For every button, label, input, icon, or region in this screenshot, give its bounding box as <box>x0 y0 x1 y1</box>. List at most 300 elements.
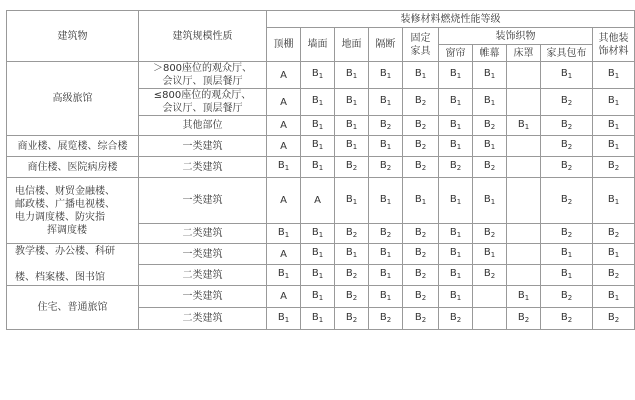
grade-letter: B <box>607 68 615 79</box>
grade-cell <box>369 136 403 157</box>
grade-letter: B <box>414 95 422 106</box>
grade-letter: B <box>449 160 457 171</box>
grade-subscript: 2 <box>567 293 573 302</box>
grade-letter: B <box>560 268 568 279</box>
grade-letter: B <box>607 193 615 205</box>
grade-cell <box>541 224 593 244</box>
other-line2: 饰材料 <box>598 45 629 57</box>
grade-subscript: 2 <box>421 164 427 172</box>
grade-letter: B <box>379 226 387 238</box>
grade-cell <box>473 89 507 116</box>
grade-cell <box>267 178 301 224</box>
grade-letter: B <box>560 289 568 301</box>
grade-letter: B <box>483 68 491 79</box>
scale-line: 会议厅、顶层餐厅 <box>162 103 243 114</box>
grade-letter: B <box>379 139 387 150</box>
grade-letter: A <box>280 291 287 302</box>
table-row <box>7 286 635 308</box>
group-line: 挥调度楼 <box>47 224 87 236</box>
grade-letter: B <box>517 311 525 323</box>
group-hotel: 高级旅馆 <box>7 62 139 136</box>
grade-subscript: 1 <box>352 99 358 107</box>
grade-subscript: 2 <box>386 315 392 324</box>
grade-letter: B <box>449 139 457 150</box>
grade-letter: B <box>345 311 353 323</box>
grade-subscript: 1 <box>524 293 530 302</box>
grade-subscript: 1 <box>614 293 620 302</box>
grade-letter: B <box>517 118 525 130</box>
grade-subscript: 2 <box>352 293 358 302</box>
grade-letter: B <box>607 226 615 238</box>
grade-cell <box>473 224 507 244</box>
grade-subscript: 1 <box>421 197 427 206</box>
grade-subscript: 2 <box>421 272 427 280</box>
grade-cell <box>541 308 593 330</box>
grade-subscript: 1 <box>284 315 290 324</box>
grade-subscript: 2 <box>567 315 573 324</box>
grade-subscript: 1 <box>386 293 392 302</box>
grade-subscript: 1 <box>421 72 427 80</box>
grade-letter: B <box>607 118 615 130</box>
grade-letter: B <box>414 160 422 171</box>
grade-subscript: 2 <box>614 272 620 280</box>
grade-cell <box>267 89 301 116</box>
header-textile: 装饰织物 <box>439 28 593 45</box>
grade-letter: B <box>277 160 285 171</box>
grade-subscript: 1 <box>614 72 620 80</box>
grade-cell <box>335 286 369 308</box>
grade-subscript: 1 <box>386 251 392 259</box>
header-bedcover: 床罩 <box>507 45 541 62</box>
grade-cell <box>301 224 335 244</box>
grade-subscript: 1 <box>352 122 358 131</box>
grade-cell <box>439 244 473 265</box>
grade-cell <box>335 116 369 136</box>
table-row <box>7 62 635 89</box>
grade-cell <box>335 265 369 286</box>
grade-cell <box>369 178 403 224</box>
grade-subscript: 1 <box>490 72 496 80</box>
grade-subscript: 1 <box>614 122 620 131</box>
grade-letter: B <box>345 247 353 258</box>
scale-class2: 二类建筑 <box>139 224 267 244</box>
grade-letter: B <box>607 139 615 150</box>
grade-cell <box>541 178 593 224</box>
fire-rating-table-container <box>6 10 629 330</box>
grade-cell <box>473 62 507 89</box>
grade-letter: B <box>449 268 457 279</box>
grade-subscript: 2 <box>421 293 427 302</box>
grade-letter: B <box>414 311 422 323</box>
grade-cell <box>541 286 593 308</box>
scale-line: ≤800座位的观众厅、 <box>153 90 252 101</box>
grade-cell <box>473 136 507 157</box>
scale-class2: 二类建筑 <box>139 157 267 178</box>
grade-cell <box>267 62 301 89</box>
grade-subscript: 1 <box>386 143 392 151</box>
grade-subscript: 1 <box>614 143 620 151</box>
group-commercial: 商业楼、展览楼、综合楼 <box>7 136 139 157</box>
grade-cell <box>507 89 541 116</box>
scale-line: ＞800座位的观众厅、 <box>152 63 253 74</box>
grade-subscript: 1 <box>456 272 462 280</box>
other-line1: 其他装 <box>598 32 629 44</box>
grade-cell <box>403 136 439 157</box>
grade-subscript: 1 <box>614 197 620 206</box>
grade-cell <box>507 62 541 89</box>
grade-letter: B <box>449 289 457 301</box>
grade-cell <box>335 89 369 116</box>
grade-subscript: 2 <box>567 197 573 206</box>
grade-cell <box>403 265 439 286</box>
grade-subscript: 2 <box>614 315 620 324</box>
grade-cell <box>335 244 369 265</box>
grade-letter: B <box>560 118 568 130</box>
header-scale: 建筑规模性质 <box>139 11 267 62</box>
grade-cell <box>439 62 473 89</box>
grade-subscript: 1 <box>284 230 290 239</box>
grade-subscript: 1 <box>318 99 324 107</box>
grade-cell <box>267 308 301 330</box>
grade-cell <box>541 244 593 265</box>
grade-cell <box>473 116 507 136</box>
grade-cell <box>267 265 301 286</box>
grade-subscript: 2 <box>567 143 573 151</box>
grade-letter: B <box>414 139 422 150</box>
grade-cell <box>473 157 507 178</box>
grade-subscript: 1 <box>386 272 392 280</box>
grade-letter: A <box>280 69 287 81</box>
grade-subscript: 1 <box>386 99 392 107</box>
grade-cell <box>507 265 541 286</box>
grade-cell <box>541 157 593 178</box>
grade-cell <box>541 89 593 116</box>
grade-cell <box>593 116 635 136</box>
grade-subscript: 1 <box>490 143 496 151</box>
grade-subscript: 1 <box>352 143 358 151</box>
grade-letter: B <box>449 95 457 106</box>
grade-letter: A <box>280 120 287 131</box>
grade-cell <box>335 224 369 244</box>
grade-letter: B <box>379 247 387 258</box>
grade-letter: B <box>483 160 491 171</box>
grade-subscript: 2 <box>490 122 496 131</box>
grade-cell <box>301 62 335 89</box>
grade-subscript: 1 <box>318 164 324 172</box>
grade-letter: B <box>311 289 319 301</box>
grade-letter: B <box>379 118 387 130</box>
grade-cell <box>507 157 541 178</box>
grade-subscript: 2 <box>456 164 462 172</box>
grade-subscript: 1 <box>490 197 496 206</box>
grade-cell <box>593 62 635 89</box>
grade-letter: B <box>311 311 319 323</box>
scale-hotel-gt800 <box>139 62 267 89</box>
grade-subscript: 1 <box>614 251 620 259</box>
grade-letter: B <box>560 95 568 106</box>
grade-cell <box>301 244 335 265</box>
scale-line: 会议厅、顶层餐厅 <box>162 76 243 87</box>
grade-cell <box>403 62 439 89</box>
fire-rating-table <box>6 10 635 330</box>
grade-letter: B <box>449 68 457 79</box>
grade-cell <box>541 265 593 286</box>
grade-letter: B <box>449 226 457 238</box>
header-row-1 <box>7 11 635 28</box>
grade-letter: A <box>280 195 287 206</box>
grade-subscript: 2 <box>386 122 392 131</box>
grade-cell <box>541 62 593 89</box>
scale-class1: 一类建筑 <box>139 286 267 308</box>
grade-subscript: 2 <box>421 122 427 131</box>
grade-cell <box>403 244 439 265</box>
grade-cell <box>507 308 541 330</box>
grade-letter: B <box>483 268 491 279</box>
group-telecom <box>7 178 139 244</box>
grade-letter: B <box>414 268 422 279</box>
fixed-line1: 固定 <box>410 32 431 44</box>
grade-letter: A <box>280 248 287 260</box>
grade-cell <box>593 265 635 286</box>
grade-subscript: 1 <box>318 230 324 239</box>
grade-letter: B <box>483 193 491 205</box>
grade-subscript: 2 <box>490 272 496 280</box>
grade-subscript: 1 <box>567 272 573 280</box>
grade-cell <box>335 178 369 224</box>
grade-letter: B <box>277 311 285 323</box>
grade-letter: B <box>379 193 387 205</box>
grade-cell <box>593 224 635 244</box>
grade-cell <box>439 89 473 116</box>
grade-cell <box>439 265 473 286</box>
grade-subscript: 1 <box>352 251 358 259</box>
header-drape: 帷幕 <box>473 45 507 62</box>
grade-cell <box>473 244 507 265</box>
grade-subscript: 1 <box>386 197 392 206</box>
grade-letter: B <box>414 118 422 130</box>
grade-letter: B <box>345 95 353 106</box>
grade-cell <box>507 136 541 157</box>
scale-class1: 一类建筑 <box>139 244 267 265</box>
grade-letter: B <box>607 268 615 279</box>
grade-cell <box>301 286 335 308</box>
grade-subscript: 1 <box>456 72 462 80</box>
grade-cell <box>267 157 301 178</box>
grade-letter: B <box>560 226 568 238</box>
grade-letter: B <box>607 311 615 323</box>
grade-subscript: 2 <box>421 251 427 259</box>
grade-letter: B <box>483 118 491 130</box>
header-building: 建筑物 <box>7 11 139 62</box>
scale-class2: 二类建筑 <box>139 265 267 286</box>
grade-letter: B <box>311 268 319 279</box>
grade-subscript: 1 <box>456 197 462 206</box>
grade-cell <box>301 116 335 136</box>
grade-cell <box>301 265 335 286</box>
grade-cell <box>403 224 439 244</box>
grade-cell <box>267 224 301 244</box>
grade-subscript: 2 <box>352 230 358 239</box>
grade-cell <box>301 308 335 330</box>
grade-cell <box>335 157 369 178</box>
scale-class1: 一类建筑 <box>139 178 267 224</box>
grade-subscript: 2 <box>567 230 573 239</box>
grade-letter: B <box>607 247 615 258</box>
grade-subscript: 1 <box>456 230 462 239</box>
grade-cell <box>507 178 541 224</box>
grade-subscript: 2 <box>352 272 358 280</box>
grade-subscript: 2 <box>614 164 620 172</box>
grade-letter: B <box>311 160 319 171</box>
grade-subscript: 2 <box>456 315 462 324</box>
grade-subscript: 2 <box>352 315 358 324</box>
grade-cell <box>473 286 507 308</box>
grade-subscript: 1 <box>456 251 462 259</box>
grade-letter: B <box>414 226 422 238</box>
grade-letter: B <box>560 160 568 171</box>
grade-letter: B <box>277 226 285 238</box>
grade-cell <box>593 157 635 178</box>
grade-letter: B <box>483 95 491 106</box>
grade-subscript: 1 <box>284 272 290 280</box>
grade-letter: B <box>607 160 615 171</box>
grade-letter: B <box>345 289 353 301</box>
grade-letter: B <box>483 247 491 258</box>
group-line: 楼、档案楼、图书馆 <box>15 272 105 283</box>
grade-letter: B <box>345 226 353 238</box>
table-row <box>7 136 635 157</box>
group-line: 邮政楼、广播电视楼、 <box>15 198 115 210</box>
grade-cell <box>267 286 301 308</box>
grade-cell <box>507 286 541 308</box>
grade-cell <box>593 244 635 265</box>
grade-cell <box>267 136 301 157</box>
grade-letter: B <box>414 193 422 205</box>
grade-subscript: 2 <box>421 315 427 324</box>
grade-cell <box>369 308 403 330</box>
grade-subscript: 1 <box>456 122 462 131</box>
grade-letter: B <box>311 139 319 150</box>
grade-cell <box>369 265 403 286</box>
scale-class2: 二类建筑 <box>139 308 267 330</box>
header-fire-rating-group: 装修材料燃烧性能等级 <box>267 11 635 28</box>
grade-subscript: 2 <box>614 230 620 239</box>
grade-letter: B <box>345 139 353 150</box>
grade-cell <box>267 244 301 265</box>
grade-cell <box>301 136 335 157</box>
grade-cell <box>335 62 369 89</box>
grade-cell <box>301 89 335 116</box>
grade-letter: B <box>379 311 387 323</box>
grade-cell <box>593 308 635 330</box>
grade-letter: B <box>560 139 568 150</box>
group-housing: 住宅、普通旅馆 <box>7 286 139 330</box>
table-row <box>7 244 635 265</box>
grade-letter: B <box>379 160 387 171</box>
grade-cell <box>439 136 473 157</box>
grade-cell <box>403 89 439 116</box>
grade-subscript: 1 <box>318 251 324 259</box>
grade-letter: B <box>379 95 387 106</box>
group-line: 教学楼、办公楼、科研 <box>15 246 115 257</box>
grade-letter: B <box>560 68 568 79</box>
header-partition: 隔断 <box>369 28 403 62</box>
grade-cell <box>507 224 541 244</box>
grade-subscript: 2 <box>490 164 496 172</box>
grade-subscript: 2 <box>524 315 530 324</box>
grade-cell <box>301 157 335 178</box>
grade-letter: B <box>449 118 457 130</box>
header-upholstery: 家具包布 <box>541 45 593 62</box>
grade-subscript: 1 <box>614 99 620 107</box>
grade-cell <box>403 116 439 136</box>
grade-subscript: 1 <box>318 315 324 324</box>
grade-subscript: 2 <box>386 230 392 239</box>
grade-letter: B <box>414 289 422 301</box>
grade-cell <box>439 178 473 224</box>
header-wall: 墙面 <box>301 28 335 62</box>
grade-subscript: 1 <box>456 293 462 302</box>
grade-subscript: 2 <box>352 164 358 172</box>
grade-cell <box>439 308 473 330</box>
grade-cell <box>369 224 403 244</box>
grade-cell <box>369 62 403 89</box>
grade-subscript: 2 <box>386 164 392 172</box>
grade-letter: B <box>311 247 319 258</box>
grade-letter: B <box>311 68 319 79</box>
grade-letter: B <box>311 226 319 238</box>
group-line: 电信楼、财贸金融楼、 <box>15 185 115 197</box>
grade-letter: B <box>345 68 353 79</box>
grade-letter: B <box>345 118 353 130</box>
grade-subscript: 1 <box>284 164 290 172</box>
grade-subscript: 2 <box>421 99 427 107</box>
grade-letter: B <box>277 268 285 279</box>
grade-letter: B <box>345 268 353 279</box>
grade-cell <box>473 178 507 224</box>
grade-subscript: 2 <box>490 230 496 239</box>
grade-letter: B <box>560 193 568 205</box>
grade-subscript: 2 <box>567 164 573 172</box>
header-ceiling: 顶棚 <box>267 28 301 62</box>
grade-letter: B <box>560 311 568 323</box>
grade-subscript: 1 <box>318 72 324 80</box>
grade-letter: B <box>483 139 491 150</box>
grade-cell <box>267 116 301 136</box>
grade-cell <box>403 308 439 330</box>
grade-letter: B <box>345 193 353 205</box>
grade-cell <box>593 178 635 224</box>
group-line: 电力调度楼、防灾指 <box>15 211 105 223</box>
grade-letter: B <box>449 311 457 323</box>
grade-letter: B <box>449 193 457 205</box>
header-other <box>593 28 635 62</box>
grade-subscript: 1 <box>318 143 324 151</box>
grade-cell <box>403 286 439 308</box>
grade-cell <box>439 116 473 136</box>
grade-letter: B <box>607 95 615 106</box>
grade-letter: B <box>379 289 387 301</box>
grade-letter: B <box>517 289 525 301</box>
grade-subscript: 1 <box>490 99 496 107</box>
grade-letter: B <box>379 68 387 79</box>
grade-letter: B <box>311 118 319 130</box>
grade-subscript: 1 <box>524 122 530 131</box>
grade-subscript: 1 <box>567 251 573 259</box>
grade-cell <box>301 178 335 224</box>
grade-subscript: 1 <box>456 143 462 151</box>
header-fixed-furniture <box>403 28 439 62</box>
